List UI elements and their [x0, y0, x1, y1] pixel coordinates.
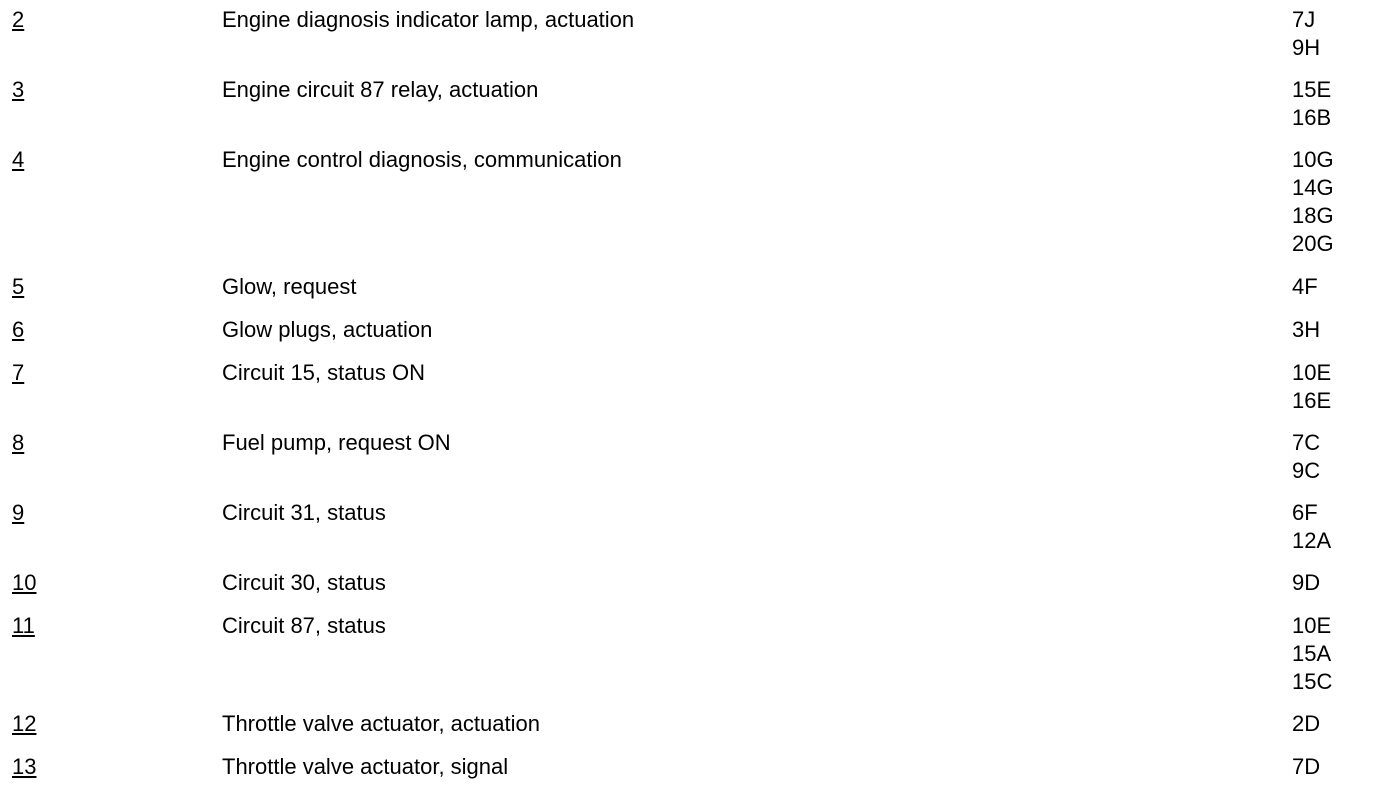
table-row [0, 310, 1392, 353]
row-number-link[interactable]: 11 [12, 613, 35, 638]
grid-reference: 7D [1292, 754, 1321, 779]
row-description: Engine control diagnosis, communication [222, 147, 622, 172]
grid-reference: 10E [1292, 613, 1332, 638]
row-number-link[interactable]: 5 [12, 274, 25, 299]
row-description: Circuit 30, status [222, 570, 386, 595]
row-number-link[interactable]: 9 [12, 500, 25, 525]
row-number-link[interactable]: 8 [12, 430, 25, 455]
row-grid-references [1292, 753, 1320, 781]
table-row [0, 747, 1392, 790]
table-row [0, 0, 1392, 70]
row-description: Throttle valve actuator, actuation [222, 711, 540, 736]
row-grid-references [1292, 316, 1320, 344]
grid-reference: 16B [1292, 105, 1332, 130]
row-grid-references [1292, 710, 1320, 738]
table-row [0, 493, 1392, 563]
grid-reference: 6F [1292, 500, 1318, 525]
table-row [0, 267, 1392, 310]
table-row [0, 704, 1392, 747]
grid-reference: 9D [1292, 570, 1321, 595]
row-grid-references [1292, 569, 1320, 597]
row-description: Engine circuit 87 relay, actuation [222, 77, 539, 102]
grid-reference: 20G [1292, 231, 1334, 256]
row-number-link[interactable]: 2 [12, 7, 25, 32]
grid-reference: 12A [1292, 528, 1332, 553]
table-row [0, 353, 1392, 423]
grid-reference: 15E [1292, 77, 1332, 102]
table-row [0, 423, 1392, 493]
row-number-link[interactable]: 10 [12, 570, 37, 595]
grid-reference: 9H [1292, 35, 1321, 60]
row-number-link[interactable]: 4 [12, 147, 25, 172]
row-grid-references [1292, 6, 1320, 62]
row-number-link[interactable]: 13 [12, 754, 37, 779]
row-description: Throttle valve actuator, signal [222, 754, 509, 779]
row-number-link[interactable]: 3 [12, 77, 25, 102]
row-number-link[interactable]: 12 [12, 711, 37, 736]
row-description: Circuit 87, status [222, 613, 386, 638]
row-grid-references [1292, 146, 1334, 258]
row-description: Glow plugs, actuation [222, 317, 433, 342]
grid-reference: 10G [1292, 147, 1334, 172]
grid-reference: 7C [1292, 430, 1321, 455]
row-description: Engine diagnosis indicator lamp, actuation [222, 7, 635, 32]
row-grid-references [1292, 359, 1331, 415]
row-grid-references [1292, 612, 1332, 696]
grid-reference: 10E [1292, 360, 1332, 385]
row-grid-references [1292, 273, 1318, 301]
table-row [0, 140, 1392, 267]
row-description: Glow, request [222, 274, 357, 299]
row-description: Circuit 31, status [222, 500, 386, 525]
grid-reference: 14G [1292, 175, 1334, 200]
grid-reference: 2D [1292, 711, 1321, 736]
row-grid-references [1292, 429, 1320, 485]
grid-reference: 9C [1292, 458, 1321, 483]
table-row [0, 606, 1392, 704]
grid-reference: 18G [1292, 203, 1334, 228]
row-number-link[interactable]: 7 [12, 360, 25, 385]
row-description: Circuit 15, status ON [222, 360, 425, 385]
grid-reference: 15A [1292, 641, 1332, 666]
grid-reference: 15C [1292, 669, 1333, 694]
grid-reference: 16E [1292, 388, 1332, 413]
grid-reference: 4F [1292, 274, 1318, 299]
grid-reference: 3H [1292, 317, 1321, 342]
table-row [0, 563, 1392, 606]
row-grid-references [1292, 499, 1331, 555]
table-row [0, 70, 1392, 140]
row-description: Fuel pump, request ON [222, 430, 451, 455]
row-number-link[interactable]: 6 [12, 317, 25, 342]
row-grid-references [1292, 76, 1331, 132]
grid-reference: 7J [1292, 7, 1316, 32]
